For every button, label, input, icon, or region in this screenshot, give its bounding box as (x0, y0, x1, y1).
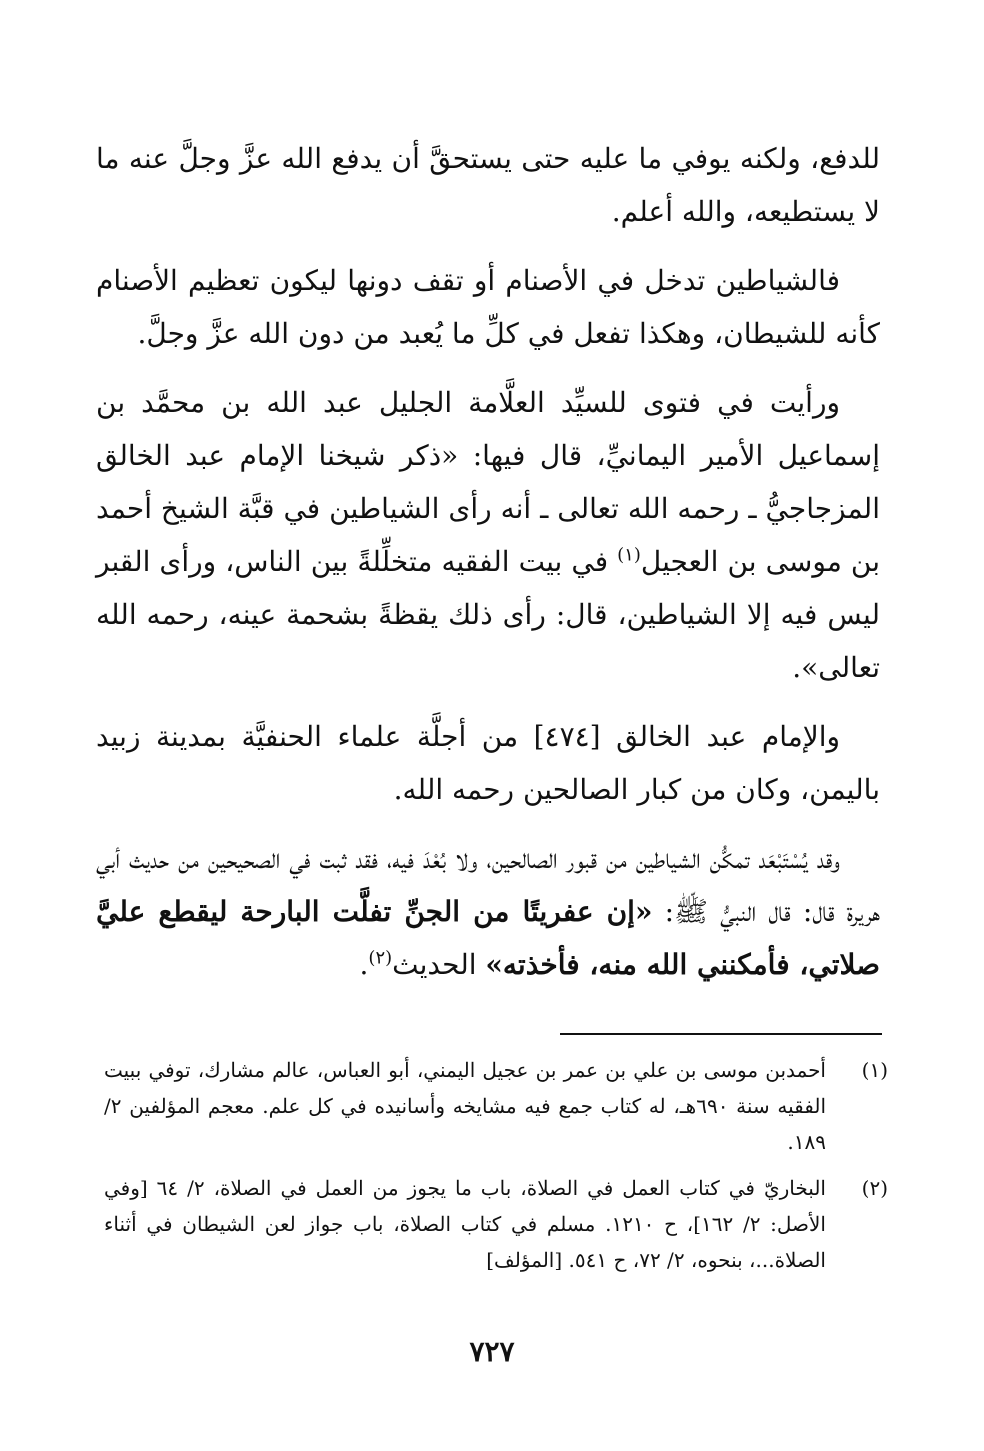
paragraph-3-text-b: في بيت الفقيه متخلِّلةً بين الناس، ورأى القبر ليس فيه إلا الشياطين، قال: رأى ذلك يقظةً بشحمة عينه، رحمه الله تعالى». (96, 545, 880, 684)
paragraph-1: للدفع، ولكنه يوفي ما عليه حتى يستحقَّ أن يدفع الله عزَّ وجلَّ عنه ما لا يستطيعه، والله أعلم. (96, 142, 880, 228)
paragraph-5 (96, 832, 880, 991)
paragraph-3-text-a: ورأيت في فتوى للسيِّد العلَّامة الجليل عبد الله بن محمَّد بن إسماعيل الأمير اليمانيِّ، قال فيها: «ذكر شيخنا الإمام عبد الخالق المزجاجيُّ ـ رحمه الله تعالى ـ أنه رأى الشياطين في قبَّة الشيخ أحمد بن موسى بن العجيل (96, 386, 880, 578)
paragraph-5-text-a: وقد يُسْتَبْعَد تمكُّن الشياطين من قبور الصالحين، ولا بُعْدَ فيه، فقد ثبت في الصحيحين من حديث أبي هريرة قال: قال النبيُّ ﷺ: (96, 842, 880, 928)
hadith-quote: «إن عفريتًا من الجنِّ تفلَّت البارحة ليقطع عليَّ صلاتي، فأمكنني الله منه، فأخذته» (96, 895, 880, 981)
page-number: ٧٢٧ (469, 1335, 515, 1368)
paragraph-4: والإمام عبد الخالق [٤٧٤] من أجلَّة علماء الحنفيَّة بمدينة زبيد باليمن، وكان من كبار الصالحين رحمه الله. (96, 720, 880, 806)
footnote-1 (104, 1052, 888, 1160)
footnote-2-text: البخاريّ في كتاب العمل في الصلاة، باب ما يجوز من العمل في الصلاة، ٢/ ٦٤ [وفي الأصل: ٢/ ١٦٢]، ح ١٢١٠. مسلم في كتاب الصلاة، باب جواز لعن الشيطان في أثناء الصلاة...، بنحوه، ٢/ ٧٢، ح ٥٤١. [المؤلف] (104, 1176, 826, 1272)
footnote-ref-2: (٢) (368, 947, 393, 969)
footnote-2 (104, 1170, 888, 1278)
main-text (96, 132, 880, 1007)
footnote-2-number: (٢) (861, 1176, 888, 1200)
footnotes (104, 1052, 888, 1288)
footnote-1-number: (١) (861, 1058, 888, 1082)
paragraph-2: فالشياطين تدخل في الأصنام أو تقف دونها ليكون تعظيم الأصنام كأنه للشيطان، وهكذا تفعل في كلِّ ما يُعبد من دون الله عزَّ وجلَّ. (96, 264, 880, 350)
paragraph-3 (96, 376, 880, 694)
paragraph-5-end: . (359, 948, 369, 981)
paragraph-5-text-b: الحديث (392, 948, 486, 981)
footnote-1-text: أحمدبن موسى بن علي بن عمر بن عجيل اليمني، أبو العباس، عالم مشارك، توفي ببيت الفقيه سنة ٦٩٠هـ، له كتاب جمع فيه مشايخه وأسانيده في كل علم. معجم المؤلفين ٢/ ١٨٩. (104, 1058, 827, 1154)
footnote-separator (560, 1033, 882, 1035)
footnote-ref-1: (١) (617, 544, 641, 566)
